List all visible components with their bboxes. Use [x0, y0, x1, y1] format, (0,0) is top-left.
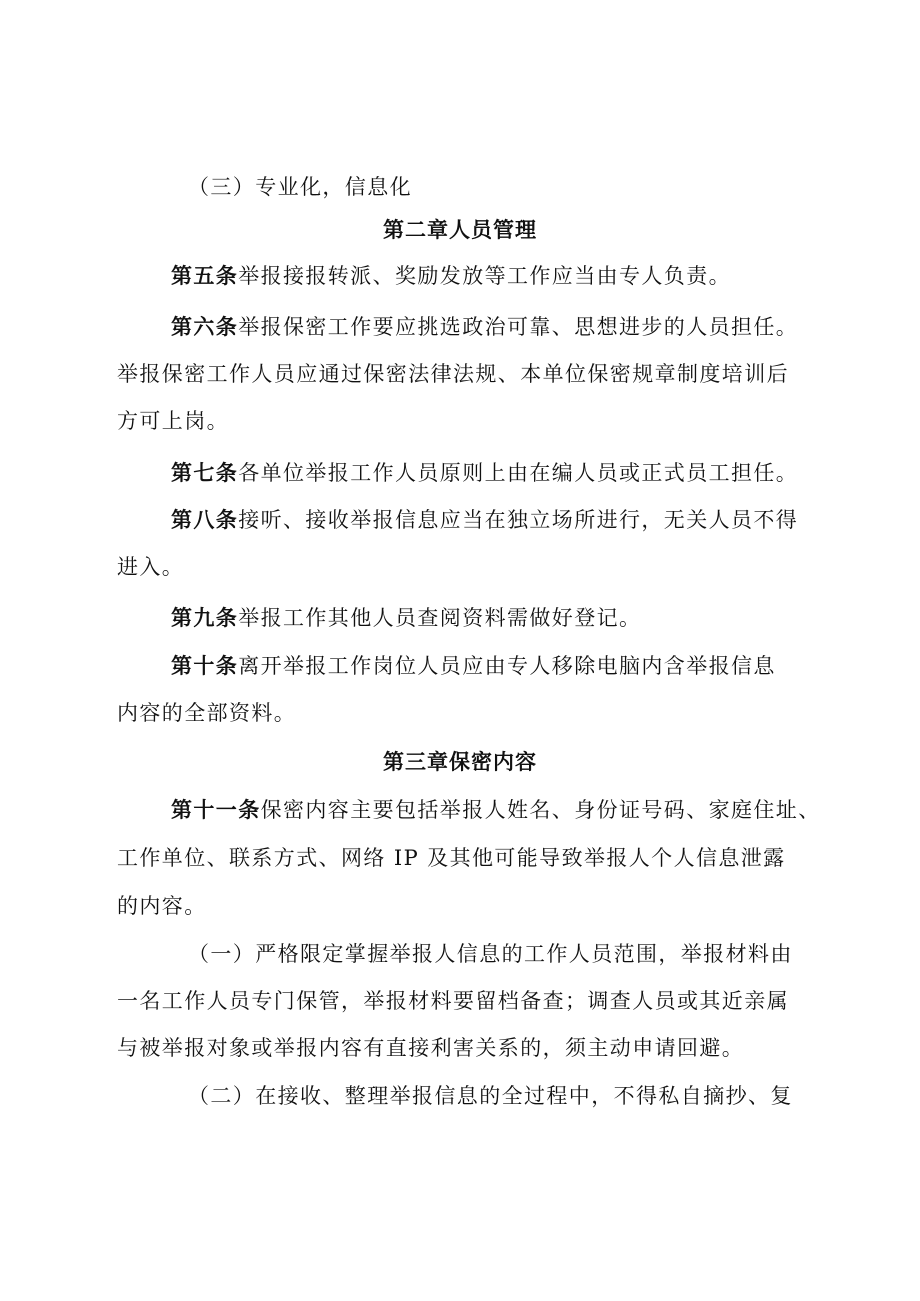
sub-item-one-line1	[188, 939, 920, 969]
article-five-label: 第五条	[171, 264, 239, 288]
article-six-line3	[117, 406, 920, 436]
article-six-line1	[171, 312, 920, 342]
article-ten-label: 第十条	[171, 654, 239, 678]
article-six-label: 第六条	[171, 315, 239, 339]
sub-item-one-text1: （一）严格限定掌握举报人信息的工作人员范围，举报材料由	[188, 942, 793, 966]
article-eight-line1	[171, 505, 920, 535]
sub-item-one-text2: 一名工作人员专门保管，举报材料要留档备查；调查人员或其近亲属	[117, 989, 789, 1013]
article-ten-text2: 内容的全部资料。	[117, 701, 297, 725]
article-five	[171, 261, 920, 291]
article-six-text2: 举报保密工作人员应通过保密法律法规、本单位保密规章制度培训后	[117, 362, 789, 386]
sub-item-one-text3: 与被举报对象或举报内容有直接利害关系的，须主动申请回避。	[117, 1036, 745, 1060]
sub-item-one-line3	[117, 1033, 920, 1063]
sub-item-one-line2	[117, 986, 920, 1016]
chapter-two-title: 第二章人员管理	[383, 218, 537, 242]
article-nine-label: 第九条	[171, 606, 239, 630]
article-six-text1: 举报保密工作要应挑选政治可靠、思想进步的人员担任。	[238, 315, 799, 339]
article-eight-text1: 接听、接收举报信息应当在独立场所进行，无关人员不得	[238, 508, 799, 532]
article-eleven-text3: 的内容。	[117, 894, 207, 918]
article-eight-text2: 进入。	[117, 555, 185, 579]
article-eight-label: 第八条	[171, 508, 239, 532]
chapter-two-heading	[0, 215, 920, 245]
article-eleven-line2	[117, 843, 920, 873]
article-eleven-text2: 工作单位、联系方式、网络 IP 及其他可能导致举报人个人信息泄露	[117, 846, 786, 870]
article-eleven-label: 第十一条	[171, 798, 261, 822]
article-ten-line1	[171, 651, 920, 681]
article-eleven-line1	[171, 795, 920, 825]
article-six-text3: 方可上岗。	[117, 409, 229, 433]
chapter-three-title: 第三章保密内容	[383, 750, 537, 774]
article-five-text: 举报接报转派、奖励发放等工作应当由专人负责。	[238, 264, 732, 288]
article-seven	[171, 458, 920, 488]
article-nine	[171, 603, 920, 633]
article-seven-label: 第七条	[171, 461, 239, 485]
sub-item-two-line1	[188, 1081, 920, 1111]
article-six-line2	[117, 359, 920, 389]
article-eight-line2	[117, 552, 920, 582]
article-eleven-line3	[117, 891, 920, 921]
article-ten-text1: 离开举报工作岗位人员应由专人移除电脑内含举报信息	[238, 654, 776, 678]
article-nine-text: 举报工作其他人员查阅资料需做好登记。	[238, 606, 642, 630]
sub-item-two-text1: （二）在接收、整理举报信息的全过程中，不得私自摘抄、复	[188, 1084, 793, 1108]
article-eleven-text1: 保密内容主要包括举报人姓名、身份证号码、家庭住址、	[260, 798, 821, 822]
article-seven-text: 各单位举报工作人员原则上由在编人员或正式员工担任。	[238, 461, 799, 485]
item-three-text: （三）专业化，信息化	[188, 175, 412, 199]
article-ten-line2	[117, 698, 920, 728]
chapter-three-heading	[0, 747, 920, 777]
item-three-line	[188, 172, 920, 202]
